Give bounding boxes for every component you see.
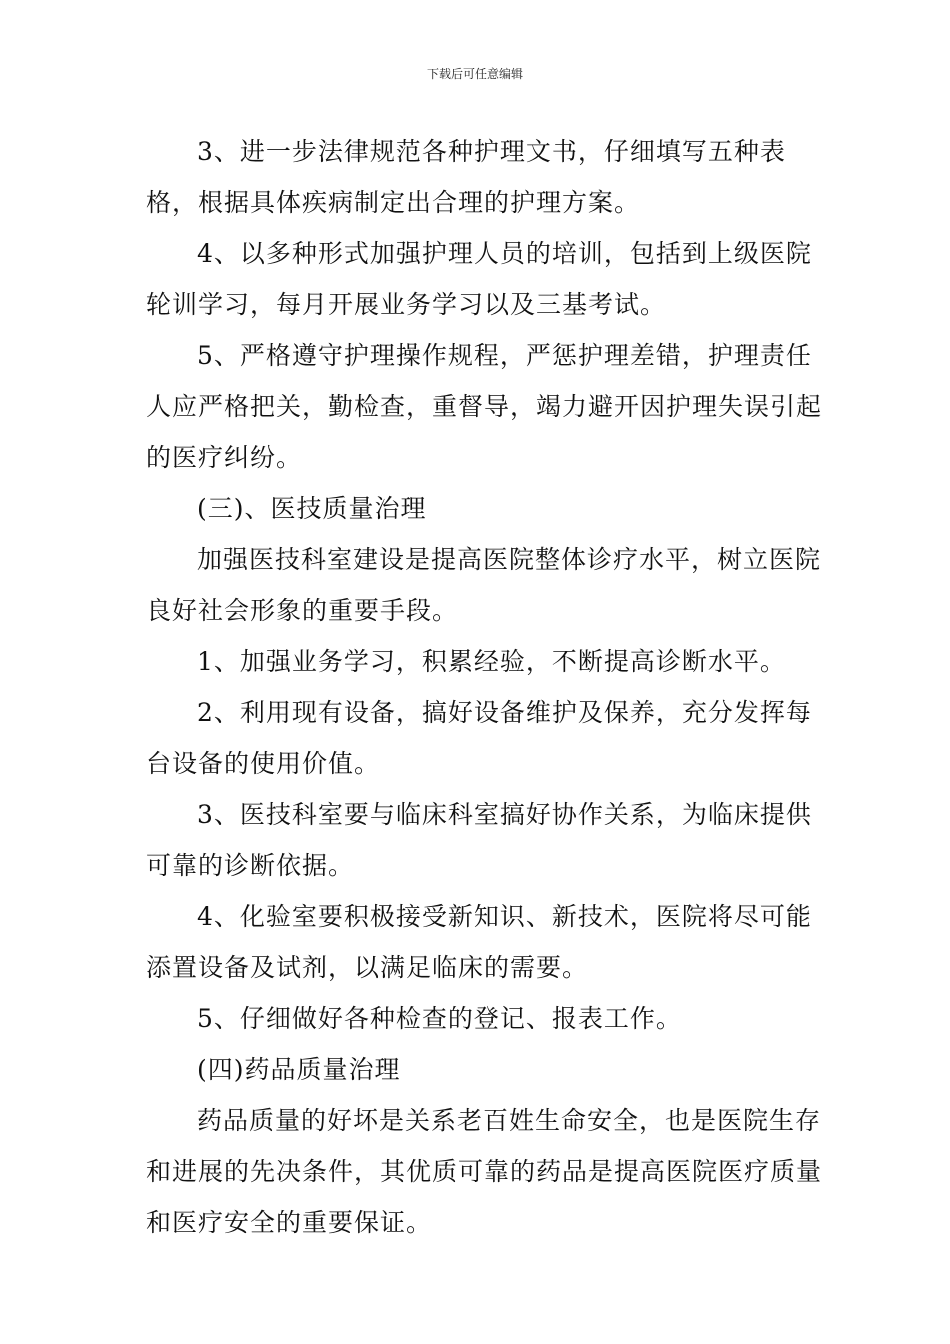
page-header: 下载后可任意编辑 (426, 67, 523, 81)
paragraph-medical-tech-item-1: 1、加强业务学习，积累经验，不断提高诊断水平。 (197, 647, 786, 676)
paragraph-medical-tech-intro: 加强医技科室建设是提高医院整体诊疗水平，树立医院良好社会形象的重要手段。 (146, 545, 822, 625)
paragraph-medical-tech-item-2: 2、利用现有设备，搞好设备维护及保养，充分发挥每台设备的使用价值。 (146, 698, 812, 778)
paragraph-nursing-documents: 3、进一步法律规范各种护理文书，仔细填写五种表格，根据具体疾病制定出合理的护理方案。 (146, 137, 786, 217)
section-heading-drug-quality: (四)药品质量治理 (197, 1055, 401, 1084)
paragraph-medical-tech-item-4: 4、化验室要积极接受新知识、新技术，医院将尽可能添置设备及试剂，以满足临床的需要。 (146, 902, 812, 982)
paragraph-drug-quality-intro: 药品质量的好坏是关系老百姓生命安全，也是医院生存和进展的先决条件，其优质可靠的药品是提高医院医疗质量和医疗安全的重要保证。 (146, 1106, 823, 1237)
paragraph-medical-tech-item-5: 5、仔细做好各种检查的登记、报表工作。 (197, 1004, 682, 1033)
section-heading-medical-tech: (三)、医技质量治理 (197, 494, 427, 523)
paragraph-nursing-training: 4、以多种形式加强护理人员的培训，包括到上级医院轮训学习，每月开展业务学习以及三基考试。 (146, 239, 812, 319)
paragraph-medical-tech-item-3: 3、医技科室要与临床科室搞好协作关系，为临床提供可靠的诊断依据。 (146, 800, 812, 880)
document-body (146, 126, 836, 1248)
paragraph-nursing-procedures: 5、严格遵守护理操作规程，严惩护理差错，护理责任人应严格把关，勤检查，重督导，竭力避开因护理失误引起的医疗纠纷。 (146, 341, 823, 472)
